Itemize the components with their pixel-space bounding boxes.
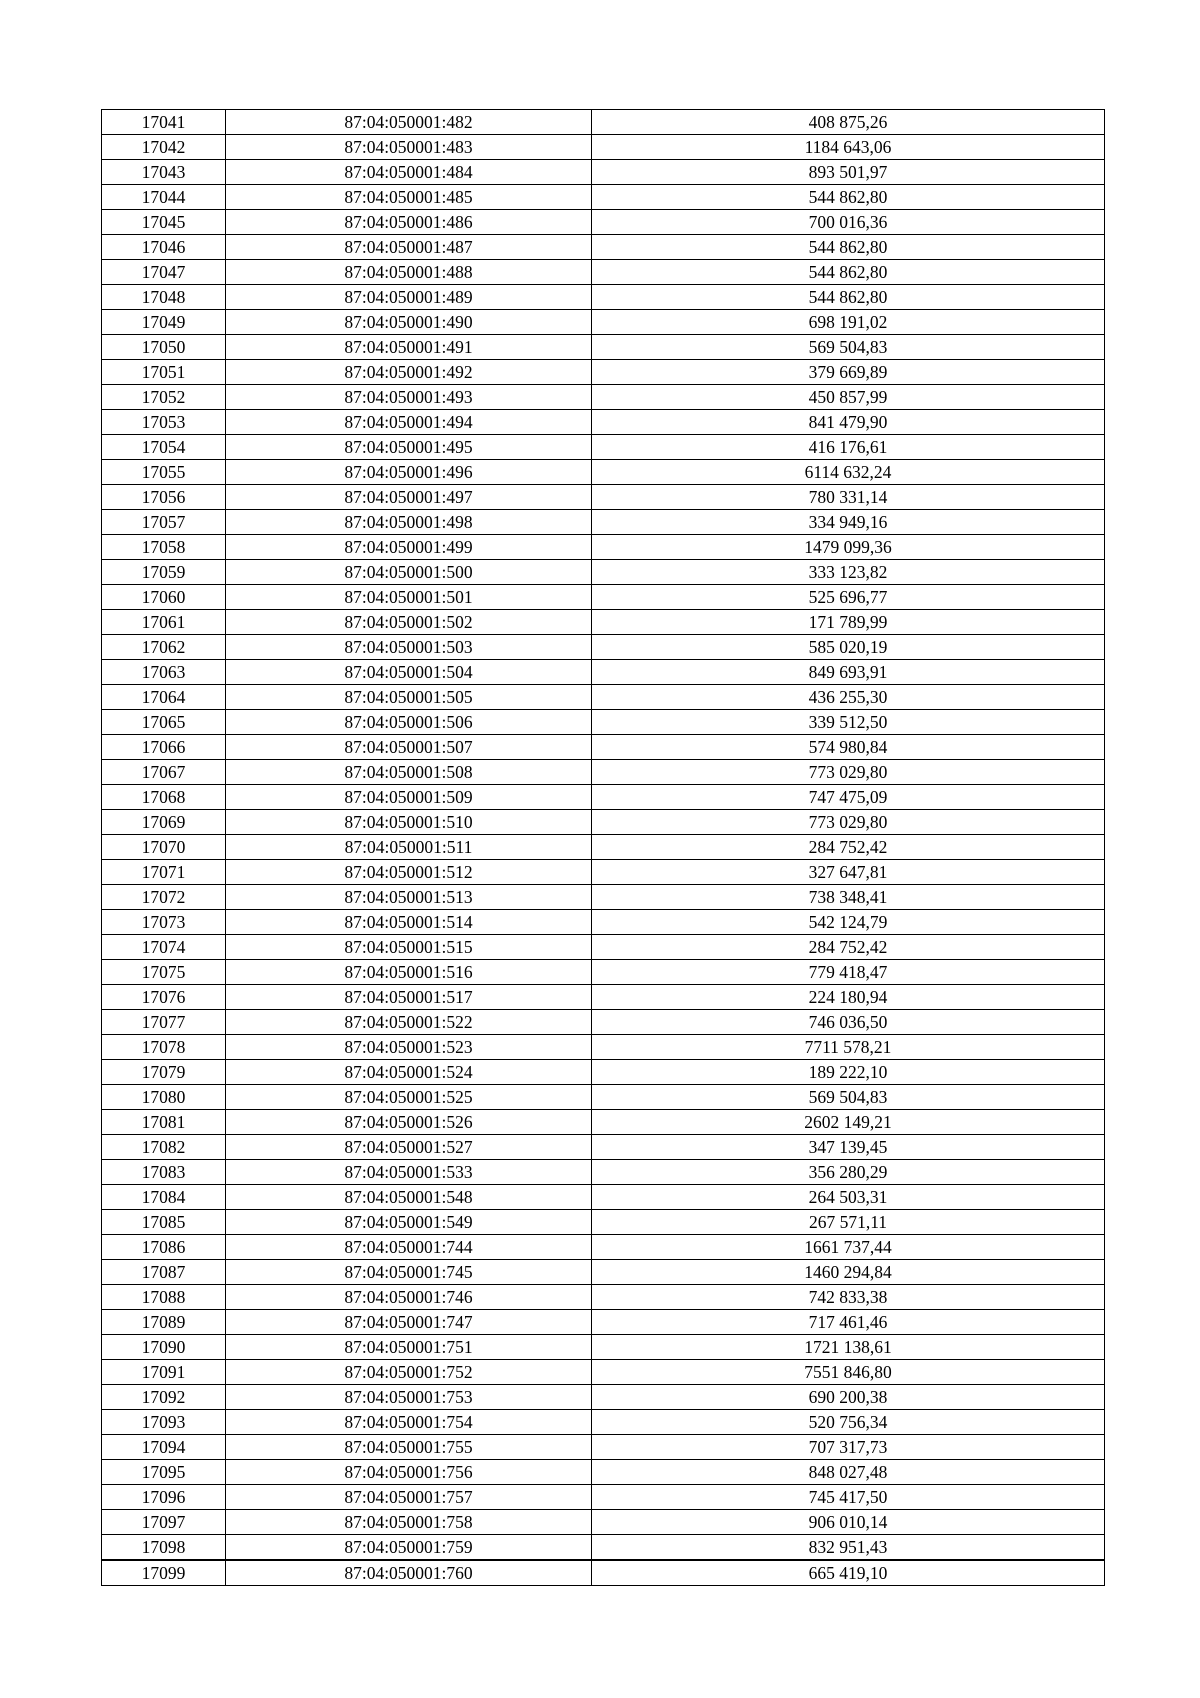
value-cell: 717 461,46 <box>592 1310 1105 1335</box>
table-row <box>102 1360 1105 1385</box>
value-cell: 327 647,81 <box>592 860 1105 885</box>
cadastral-number-cell: 87:04:050001:508 <box>226 760 592 785</box>
row-number-cell: 17096 <box>102 1485 226 1510</box>
cadastral-number-cell: 87:04:050001:505 <box>226 685 592 710</box>
table-row <box>102 685 1105 710</box>
row-number-cell: 17085 <box>102 1210 226 1235</box>
row-number-cell: 17045 <box>102 210 226 235</box>
value-cell: 574 980,84 <box>592 735 1105 760</box>
value-cell: 1479 099,36 <box>592 535 1105 560</box>
value-cell: 224 180,94 <box>592 985 1105 1010</box>
value-cell: 356 280,29 <box>592 1160 1105 1185</box>
table-row <box>102 910 1105 935</box>
cadastral-number-cell: 87:04:050001:746 <box>226 1285 592 1310</box>
cadastral-number-cell: 87:04:050001:504 <box>226 660 592 685</box>
value-cell: 665 419,10 <box>592 1560 1105 1586</box>
cadastral-number-cell: 87:04:050001:760 <box>226 1560 592 1586</box>
table-row <box>102 435 1105 460</box>
cadastral-number-cell: 87:04:050001:512 <box>226 860 592 885</box>
table-row <box>102 710 1105 735</box>
cadastral-number-cell: 87:04:050001:755 <box>226 1435 592 1460</box>
value-cell: 906 010,14 <box>592 1510 1105 1535</box>
row-number-cell: 17047 <box>102 260 226 285</box>
row-number-cell: 17095 <box>102 1460 226 1485</box>
value-cell: 1661 737,44 <box>592 1235 1105 1260</box>
table-row <box>102 485 1105 510</box>
table-row <box>102 1460 1105 1485</box>
value-cell: 849 693,91 <box>592 660 1105 685</box>
table-row <box>102 785 1105 810</box>
row-number-cell: 17042 <box>102 135 226 160</box>
cadastral-number-cell: 87:04:050001:524 <box>226 1060 592 1085</box>
table-row <box>102 1535 1105 1561</box>
cadastral-number-cell: 87:04:050001:507 <box>226 735 592 760</box>
cadastral-number-cell: 87:04:050001:482 <box>226 110 592 135</box>
cadastral-number-cell: 87:04:050001:511 <box>226 835 592 860</box>
table-row <box>102 335 1105 360</box>
cadastral-number-cell: 87:04:050001:514 <box>226 910 592 935</box>
row-number-cell: 17053 <box>102 410 226 435</box>
cadastral-number-cell: 87:04:050001:506 <box>226 710 592 735</box>
cadastral-number-cell: 87:04:050001:757 <box>226 1485 592 1510</box>
row-number-cell: 17083 <box>102 1160 226 1185</box>
row-number-cell: 17098 <box>102 1535 226 1561</box>
table-row <box>102 610 1105 635</box>
cadastral-number-cell: 87:04:050001:488 <box>226 260 592 285</box>
cadastral-number-cell: 87:04:050001:483 <box>226 135 592 160</box>
cadastral-number-cell: 87:04:050001:486 <box>226 210 592 235</box>
cadastral-number-cell: 87:04:050001:516 <box>226 960 592 985</box>
cadastral-number-cell: 87:04:050001:753 <box>226 1385 592 1410</box>
value-cell: 747 475,09 <box>592 785 1105 810</box>
cadastral-number-cell: 87:04:050001:484 <box>226 160 592 185</box>
table-row <box>102 1285 1105 1310</box>
row-number-cell: 17079 <box>102 1060 226 1085</box>
row-number-cell: 17054 <box>102 435 226 460</box>
table-row <box>102 1010 1105 1035</box>
row-number-cell: 17073 <box>102 910 226 935</box>
table-row <box>102 410 1105 435</box>
row-number-cell: 17051 <box>102 360 226 385</box>
table-row <box>102 885 1105 910</box>
cadastral-number-cell: 87:04:050001:487 <box>226 235 592 260</box>
cadastral-number-cell: 87:04:050001:493 <box>226 385 592 410</box>
cadastral-number-cell: 87:04:050001:751 <box>226 1335 592 1360</box>
value-cell: 1721 138,61 <box>592 1335 1105 1360</box>
value-cell: 2602 149,21 <box>592 1110 1105 1135</box>
table-row <box>102 310 1105 335</box>
cadastral-number-cell: 87:04:050001:490 <box>226 310 592 335</box>
row-number-cell: 17062 <box>102 635 226 660</box>
value-cell: 841 479,90 <box>592 410 1105 435</box>
cadastral-number-cell: 87:04:050001:525 <box>226 1085 592 1110</box>
table-row <box>102 1335 1105 1360</box>
row-number-cell: 17076 <box>102 985 226 1010</box>
row-number-cell: 17059 <box>102 560 226 585</box>
value-cell: 1184 643,06 <box>592 135 1105 160</box>
row-number-cell: 17052 <box>102 385 226 410</box>
row-number-cell: 17086 <box>102 1235 226 1260</box>
value-cell: 450 857,99 <box>592 385 1105 410</box>
row-number-cell: 17041 <box>102 110 226 135</box>
value-cell: 525 696,77 <box>592 585 1105 610</box>
value-cell: 379 669,89 <box>592 360 1105 385</box>
table-row <box>102 560 1105 585</box>
row-number-cell: 17069 <box>102 810 226 835</box>
cadastral-number-cell: 87:04:050001:548 <box>226 1185 592 1210</box>
table-row <box>102 160 1105 185</box>
table-row <box>102 110 1105 135</box>
cadastral-number-cell: 87:04:050001:491 <box>226 335 592 360</box>
table-row <box>102 535 1105 560</box>
value-cell: 339 512,50 <box>592 710 1105 735</box>
cadastral-number-cell: 87:04:050001:549 <box>226 1210 592 1235</box>
row-number-cell: 17078 <box>102 1035 226 1060</box>
table-row <box>102 835 1105 860</box>
table-row <box>102 760 1105 785</box>
table-row <box>102 1260 1105 1285</box>
row-number-cell: 17081 <box>102 1110 226 1135</box>
table-row <box>102 1185 1105 1210</box>
row-number-cell: 17067 <box>102 760 226 785</box>
cadastral-number-cell: 87:04:050001:758 <box>226 1510 592 1535</box>
row-number-cell: 17074 <box>102 935 226 960</box>
table-row <box>102 1160 1105 1185</box>
cadastral-number-cell: 87:04:050001:747 <box>226 1310 592 1335</box>
value-cell: 334 949,16 <box>592 510 1105 535</box>
value-cell: 7551 846,80 <box>592 1360 1105 1385</box>
row-number-cell: 17089 <box>102 1310 226 1335</box>
value-cell: 408 875,26 <box>592 110 1105 135</box>
value-cell: 189 222,10 <box>592 1060 1105 1085</box>
table-row <box>102 360 1105 385</box>
row-number-cell: 17044 <box>102 185 226 210</box>
cadastral-number-cell: 87:04:050001:527 <box>226 1135 592 1160</box>
row-number-cell: 17072 <box>102 885 226 910</box>
cadastral-number-cell: 87:04:050001:494 <box>226 410 592 435</box>
row-number-cell: 17092 <box>102 1385 226 1410</box>
value-cell: 893 501,97 <box>592 160 1105 185</box>
value-cell: 6114 632,24 <box>592 460 1105 485</box>
row-number-cell: 17060 <box>102 585 226 610</box>
row-number-cell: 17065 <box>102 710 226 735</box>
row-number-cell: 17046 <box>102 235 226 260</box>
value-cell: 333 123,82 <box>592 560 1105 585</box>
cadastral-number-cell: 87:04:050001:495 <box>226 435 592 460</box>
cadastral-number-cell: 87:04:050001:485 <box>226 185 592 210</box>
registry-table-body <box>102 110 1105 1586</box>
row-number-cell: 17084 <box>102 1185 226 1210</box>
table-row <box>102 285 1105 310</box>
row-number-cell: 17088 <box>102 1285 226 1310</box>
value-cell: 700 016,36 <box>592 210 1105 235</box>
cadastral-number-cell: 87:04:050001:497 <box>226 485 592 510</box>
value-cell: 284 752,42 <box>592 835 1105 860</box>
value-cell: 544 862,80 <box>592 285 1105 310</box>
row-number-cell: 17043 <box>102 160 226 185</box>
table-row <box>102 460 1105 485</box>
table-row <box>102 510 1105 535</box>
row-number-cell: 17080 <box>102 1085 226 1110</box>
cadastral-number-cell: 87:04:050001:515 <box>226 935 592 960</box>
value-cell: 347 139,45 <box>592 1135 1105 1160</box>
table-row <box>102 735 1105 760</box>
cadastral-number-cell: 87:04:050001:526 <box>226 1110 592 1135</box>
cadastral-number-cell: 87:04:050001:509 <box>226 785 592 810</box>
row-number-cell: 17071 <box>102 860 226 885</box>
row-number-cell: 17094 <box>102 1435 226 1460</box>
table-row <box>102 860 1105 885</box>
table-row <box>102 135 1105 160</box>
table-row <box>102 935 1105 960</box>
value-cell: 585 020,19 <box>592 635 1105 660</box>
row-number-cell: 17064 <box>102 685 226 710</box>
value-cell: 284 752,42 <box>592 935 1105 960</box>
value-cell: 569 504,83 <box>592 335 1105 360</box>
table-row <box>102 1435 1105 1460</box>
value-cell: 264 503,31 <box>592 1185 1105 1210</box>
row-number-cell: 17075 <box>102 960 226 985</box>
table-row <box>102 1085 1105 1110</box>
value-cell: 569 504,83 <box>592 1085 1105 1110</box>
value-cell: 738 348,41 <box>592 885 1105 910</box>
row-number-cell: 17099 <box>102 1560 226 1586</box>
value-cell: 780 331,14 <box>592 485 1105 510</box>
cadastral-number-cell: 87:04:050001:498 <box>226 510 592 535</box>
value-cell: 690 200,38 <box>592 1385 1105 1410</box>
table-row <box>102 660 1105 685</box>
row-number-cell: 17070 <box>102 835 226 860</box>
table-row <box>102 210 1105 235</box>
value-cell: 1460 294,84 <box>592 1260 1105 1285</box>
cadastral-number-cell: 87:04:050001:752 <box>226 1360 592 1385</box>
cadastral-number-cell: 87:04:050001:522 <box>226 1010 592 1035</box>
cadastral-number-cell: 87:04:050001:500 <box>226 560 592 585</box>
cadastral-number-cell: 87:04:050001:492 <box>226 360 592 385</box>
value-cell: 746 036,50 <box>592 1010 1105 1035</box>
value-cell: 520 756,34 <box>592 1410 1105 1435</box>
table-row <box>102 1035 1105 1060</box>
row-number-cell: 17048 <box>102 285 226 310</box>
value-cell: 416 176,61 <box>592 435 1105 460</box>
value-cell: 832 951,43 <box>592 1535 1105 1561</box>
cadastral-number-cell: 87:04:050001:745 <box>226 1260 592 1285</box>
cadastral-number-cell: 87:04:050001:501 <box>226 585 592 610</box>
cadastral-number-cell: 87:04:050001:502 <box>226 610 592 635</box>
value-cell: 7711 578,21 <box>592 1035 1105 1060</box>
row-number-cell: 17057 <box>102 510 226 535</box>
registry-table <box>101 109 1105 1586</box>
value-cell: 773 029,80 <box>592 760 1105 785</box>
row-number-cell: 17068 <box>102 785 226 810</box>
table-row <box>102 1510 1105 1535</box>
row-number-cell: 17056 <box>102 485 226 510</box>
cadastral-number-cell: 87:04:050001:744 <box>226 1235 592 1260</box>
table-row <box>102 810 1105 835</box>
value-cell: 267 571,11 <box>592 1210 1105 1235</box>
cadastral-number-cell: 87:04:050001:513 <box>226 885 592 910</box>
row-number-cell: 17097 <box>102 1510 226 1535</box>
value-cell: 544 862,80 <box>592 185 1105 210</box>
value-cell: 542 124,79 <box>592 910 1105 935</box>
cadastral-number-cell: 87:04:050001:489 <box>226 285 592 310</box>
value-cell: 544 862,80 <box>592 260 1105 285</box>
value-cell: 698 191,02 <box>592 310 1105 335</box>
row-number-cell: 17066 <box>102 735 226 760</box>
row-number-cell: 17050 <box>102 335 226 360</box>
row-number-cell: 17091 <box>102 1360 226 1385</box>
table-row <box>102 1110 1105 1135</box>
value-cell: 436 255,30 <box>592 685 1105 710</box>
table-row <box>102 235 1105 260</box>
cadastral-number-cell: 87:04:050001:499 <box>226 535 592 560</box>
row-number-cell: 17063 <box>102 660 226 685</box>
table-row <box>102 585 1105 610</box>
table-row <box>102 985 1105 1010</box>
cadastral-number-cell: 87:04:050001:496 <box>226 460 592 485</box>
cadastral-number-cell: 87:04:050001:503 <box>226 635 592 660</box>
table-row <box>102 1485 1105 1510</box>
cadastral-number-cell: 87:04:050001:759 <box>226 1535 592 1561</box>
row-number-cell: 17061 <box>102 610 226 635</box>
row-number-cell: 17082 <box>102 1135 226 1160</box>
table-row <box>102 1135 1105 1160</box>
row-number-cell: 17077 <box>102 1010 226 1035</box>
table-row <box>102 635 1105 660</box>
table-row <box>102 385 1105 410</box>
value-cell: 742 833,38 <box>592 1285 1105 1310</box>
table-row <box>102 1410 1105 1435</box>
table-row <box>102 1310 1105 1335</box>
table-row <box>102 185 1105 210</box>
row-number-cell: 17055 <box>102 460 226 485</box>
value-cell: 779 418,47 <box>592 960 1105 985</box>
row-number-cell: 17049 <box>102 310 226 335</box>
table-row <box>102 960 1105 985</box>
cadastral-number-cell: 87:04:050001:510 <box>226 810 592 835</box>
table-row <box>102 1060 1105 1085</box>
value-cell: 745 417,50 <box>592 1485 1105 1510</box>
cadastral-number-cell: 87:04:050001:523 <box>226 1035 592 1060</box>
cadastral-number-cell: 87:04:050001:533 <box>226 1160 592 1185</box>
table-row <box>102 260 1105 285</box>
table-row <box>102 1235 1105 1260</box>
cadastral-number-cell: 87:04:050001:756 <box>226 1460 592 1485</box>
row-number-cell: 17058 <box>102 535 226 560</box>
value-cell: 707 317,73 <box>592 1435 1105 1460</box>
value-cell: 773 029,80 <box>592 810 1105 835</box>
table-row <box>102 1210 1105 1235</box>
value-cell: 171 789,99 <box>592 610 1105 635</box>
row-number-cell: 17087 <box>102 1260 226 1285</box>
cadastral-number-cell: 87:04:050001:754 <box>226 1410 592 1435</box>
table-row <box>102 1560 1105 1586</box>
table-row <box>102 1385 1105 1410</box>
value-cell: 544 862,80 <box>592 235 1105 260</box>
value-cell: 848 027,48 <box>592 1460 1105 1485</box>
cadastral-number-cell: 87:04:050001:517 <box>226 985 592 1010</box>
row-number-cell: 17090 <box>102 1335 226 1360</box>
row-number-cell: 17093 <box>102 1410 226 1435</box>
